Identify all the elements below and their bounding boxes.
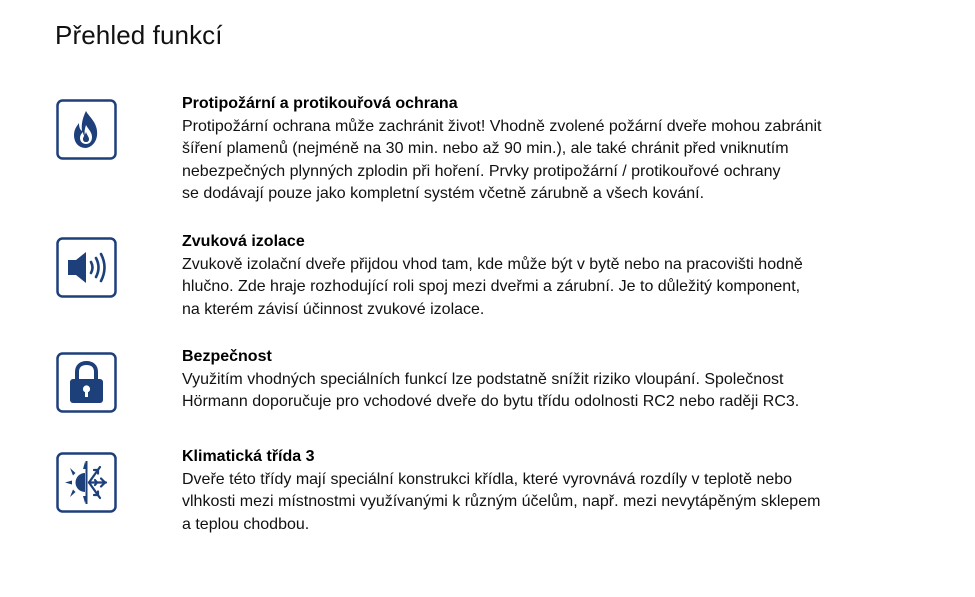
feature-description: Zvukově izolační dveře přijdou vhod tam, kde může být v bytě nebo na pracovišti hodně hlučno. Zde hraje rozhodující roli spoj mezi dveřmi a zárubní. Je to důležitý komponent, na kterém závisí účinnost zvukové izolace. xyxy=(182,255,803,318)
feature-description: Využitím vhodných speciálních funkcí lze podstatně snížit riziko vloupání. Společnost Hörmann doporučuje pro vchodové dveře do bytu třídu odolnosti RC2 nebo raději RC3. xyxy=(182,370,800,411)
feature-heading: Zvuková izolace xyxy=(182,233,305,250)
feature-heading: Bezpečnost xyxy=(182,348,272,365)
climate-icon xyxy=(56,452,117,513)
feature-heading: Protipožární a protikouřová ochrana xyxy=(182,95,458,112)
padlock-icon xyxy=(56,352,117,413)
feature-heading: Klimatická třída 3 xyxy=(182,448,315,465)
page-title: Přehled funkcí xyxy=(55,20,223,50)
fire-icon xyxy=(56,99,117,160)
feature-description: Protipožární ochrana může zachránit život! Vhodně zvolené požární dveře mohou zabránit šíření plamenů (nejméně na 30 min. nebo až 90 min.), ale také chránit před vniknutím nebezpečných plynných zplodin při hoření. Prvky protipožární / protikouřové ochrany se dodávají pouze jako kompletní systém včetně zárubně a všech kování. xyxy=(182,117,822,203)
feature-description: Dveře této třídy mají speciální konstrukci křídla, které vyrovnává rozdíly v teplotě nebo vlhkosti mezi místnostmi využívanými k různým účelům, např. mezi nevytápěným sklepem a teplou chodbou. xyxy=(182,470,821,533)
speaker-icon xyxy=(56,237,117,298)
